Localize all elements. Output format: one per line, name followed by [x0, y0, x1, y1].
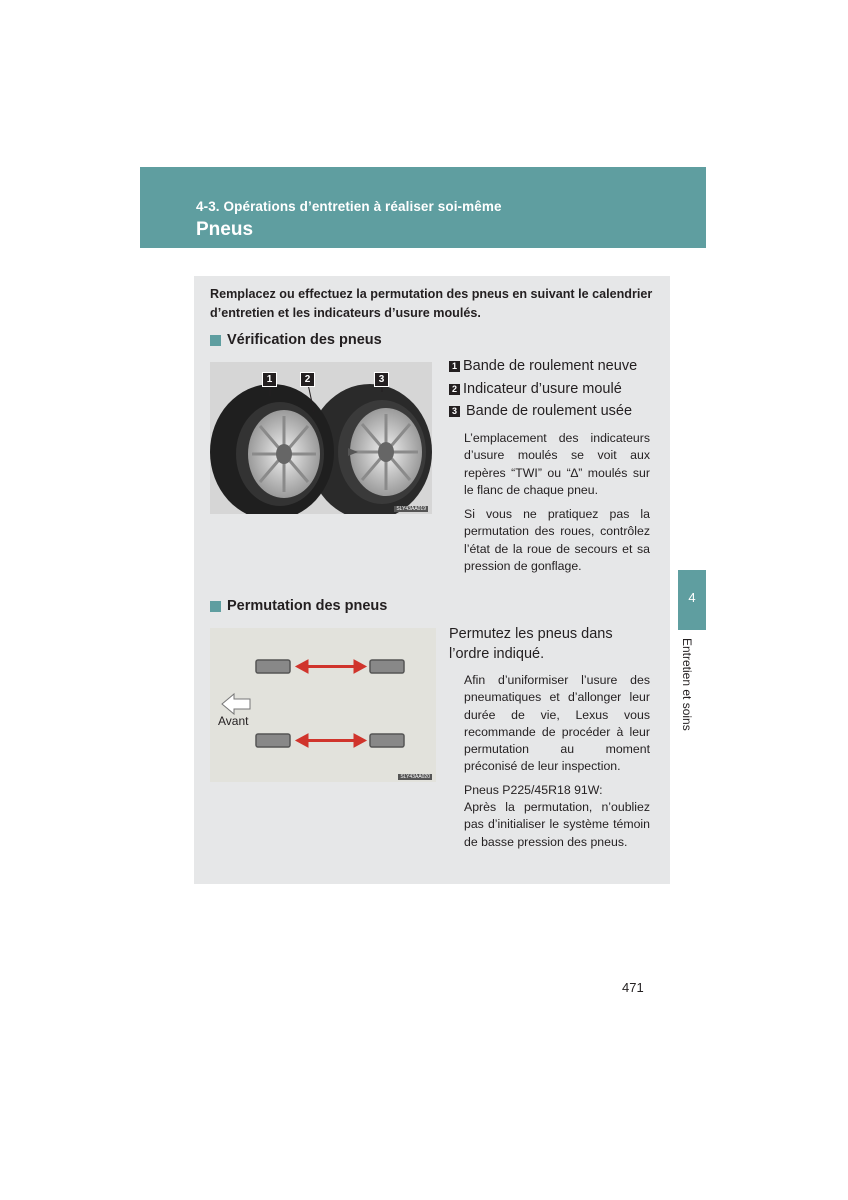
tire-check-paragraph-1: L’emplacement des indicateurs d’usure moulés se voit aux repères “TWI” ou “∆” moulés sur le flanc de chaque pneu. — [464, 431, 650, 497]
tire-check-paragraph-2: Si vous ne pratiquez pas la permutation des roues, contrôlez l’état de la roue de secours et sa pression de gonflage. — [464, 507, 650, 573]
tires-illustration — [210, 362, 432, 514]
square-bullet-icon — [210, 335, 221, 346]
chapter-side-text: Entretien et soins — [680, 638, 694, 731]
legend-item-1 — [449, 358, 637, 374]
chapter-side-label — [680, 638, 700, 738]
intro-text: Remplacez ou effectuez la permutation des pneus en suivant le calendrier d’entretien et les indicateurs d’usure moulés. — [210, 287, 653, 320]
legend-text: Indicateur d’usure moulé — [463, 381, 622, 397]
chapter-number: 4 — [688, 590, 696, 605]
heading-rotation-label: Permutation des pneus — [227, 598, 388, 614]
legend-item-3 — [449, 403, 632, 419]
square-bullet-icon — [210, 601, 221, 612]
heading-rotation — [210, 598, 387, 614]
figure-code: SLY43AA020 — [400, 774, 430, 780]
page-number: 471 — [622, 980, 644, 995]
figure-code: SLY43AA019 — [396, 506, 426, 512]
label-2: 2 — [300, 372, 315, 387]
front-label: Avant — [218, 714, 249, 728]
chapter-tab — [678, 570, 706, 630]
legend-number: 3 — [449, 406, 460, 417]
legend-text: Bande de roulement neuve — [463, 358, 638, 374]
heading-tire-check-label: Vérification des pneus — [227, 332, 382, 348]
legend-number: 1 — [449, 361, 460, 372]
content-panel — [194, 276, 670, 884]
rotation-paragraph-2: Après la permutation, n’oubliez pas d’initialiser le système témoin de basse pression des pneus. — [464, 800, 650, 849]
chapter-header — [140, 167, 706, 248]
label-1: 1 — [262, 372, 277, 387]
rotation-diagram — [210, 628, 436, 782]
rotation-paragraph-1: Afin d’uniformiser l’usure des pneumatiques et d’allonger leur durée de vie, Lexus vous recommande de procéder à leur permutation au moment préconisé de leur inspection. — [464, 673, 650, 774]
legend-text: Bande de roulement usée — [466, 403, 633, 419]
page-title: Pneus — [196, 219, 254, 240]
label-3: 3 — [374, 372, 389, 387]
legend-item-2 — [449, 381, 622, 397]
rotation-figure — [210, 628, 436, 782]
rotation-lead: Permutez les pneus dans l’ordre indiqué. — [449, 626, 613, 662]
rotation-subheading: Pneus P225/45R18 91W: — [464, 783, 603, 797]
section-title: 4-3. Opérations d’entretien à réaliser soi-même — [196, 199, 502, 214]
tire-wear-figure — [210, 362, 432, 514]
heading-tire-check — [210, 332, 382, 348]
legend-number: 2 — [449, 384, 460, 395]
